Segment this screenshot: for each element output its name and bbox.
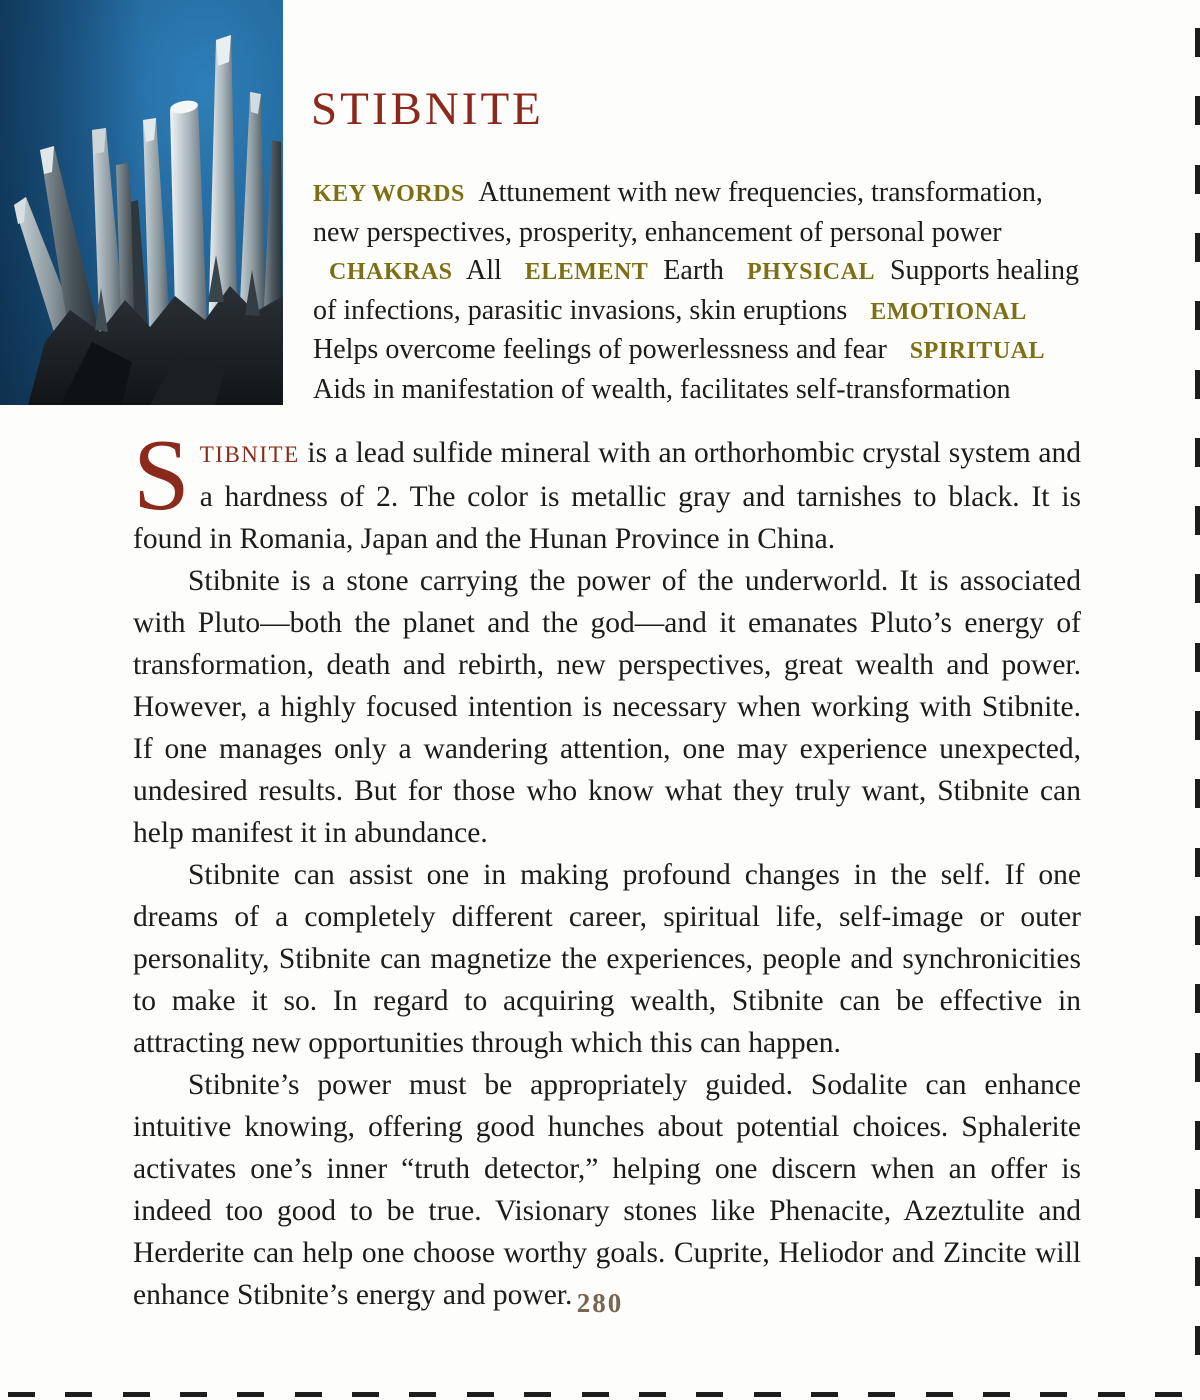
right-tick (1195, 165, 1200, 194)
bottom-tick (811, 1392, 838, 1397)
keyword-text: All (465, 255, 502, 286)
right-tick (1195, 643, 1200, 672)
right-tick (1195, 301, 1200, 330)
bottom-tick (696, 1392, 723, 1397)
right-tick (1195, 1189, 1200, 1218)
keyword-text: Aids in manifestation of wealth, facilitates self-transformation (313, 373, 1011, 405)
keywords-paragraph (313, 174, 1079, 409)
right-tick (1195, 916, 1200, 945)
bottom-tick (295, 1392, 322, 1397)
keyword-label: CHAKRAS (329, 259, 453, 285)
keyword-text: Earth (663, 255, 724, 286)
right-tick (1195, 233, 1200, 262)
right-tick (1195, 984, 1200, 1013)
bottom-tick (639, 1392, 666, 1397)
keyword-text: Attunement with new frequencies, transformation, new perspectives, prosperity, enhancement of personal power (313, 177, 1043, 248)
bottom-tick (1098, 1392, 1125, 1397)
bottom-tick (65, 1392, 92, 1397)
right-tick (1195, 711, 1200, 740)
bottom-tick (180, 1392, 207, 1397)
right-tick (1195, 370, 1200, 399)
right-tick (1195, 1121, 1200, 1150)
page-number: 280 (576, 1288, 624, 1318)
bottom-tick (582, 1392, 609, 1397)
right-tick (1195, 506, 1200, 535)
right-tick (1195, 1326, 1200, 1355)
dropcap: S (133, 419, 190, 532)
right-tick (1195, 28, 1200, 57)
keyword-label: EMOTIONAL (870, 298, 1027, 325)
bottom-tick (1155, 1392, 1182, 1397)
keyword-label: SPIRITUAL (909, 338, 1045, 364)
bottom-tick (926, 1392, 953, 1397)
bottom-tick (1040, 1392, 1067, 1397)
bottom-tick (8, 1392, 35, 1397)
right-tick (1195, 779, 1200, 808)
paragraph: STIBNITE is a lead sulfide mineral with an orthorhombic crystal system and a hardness of 2. The color is metallic gray and tarnishes to black. It is found in Romania, Japan and the Hunan Province in China. (133, 419, 1081, 555)
bottom-tick (237, 1392, 264, 1397)
paragraph: Stibnite can assist one in making profound changes in the self. If one dreams of a completely different career, spiritual life, self-image or outer personality, Stibnite can magnetize the experiences, people and synchronicities to make it so. In regard to acquiring wealth, Stibnite can be effective in attracting new opportunities through which this can happen. (133, 859, 1081, 1059)
keyword-label: KEY WORDS (313, 181, 465, 207)
right-tick (1195, 1053, 1200, 1082)
keyword-label: ELEMENT (524, 259, 649, 285)
bottom-tick (467, 1392, 494, 1397)
page-title: STIBNITE (311, 83, 544, 135)
paragraph: Stibnite’s power must be appropriately guided. Sodalite can enhance intuitive knowing, offering good hunches about potential choices. Sphalerite activates one’s inner “truth detector,” helping one discern when an offer is indeed too good to be true. Visionary stones like Phenacite, Azeztulite and Herderite can help one choose worthy goals. Cuprite, Heliodor and Zincite will enhance Stibnite’s energy and power. (133, 1069, 1081, 1311)
stibnite-photo (0, 0, 283, 405)
bottom-tick (409, 1392, 436, 1397)
body-text (133, 419, 1081, 1316)
keyword-text: Helps overcome feelings of powerlessness and fear (313, 334, 887, 365)
keyword-text: Supports healing of infections, parasitic invasions, skin eruptions (313, 255, 1079, 326)
bottom-tick (983, 1392, 1010, 1397)
bottom-tick (754, 1392, 781, 1397)
keyword-label: PHYSICAL (746, 259, 875, 285)
right-tick (1195, 438, 1200, 467)
paragraph: Stibnite is a stone carrying the power of the underworld. It is associated with Pluto—both the planet and the god—and it emanates Pluto’s energy of transformation, death and rebirth, new perspectives, great wealth and power. However, a highly focused intention is necessary when working with Stibnite. If one manages only a wandering attention, one may experience unexpected, undesired results. But for those who know what they truly want, Stibnite can help manifest it in abundance. (133, 565, 1081, 849)
bottom-tick (352, 1392, 379, 1397)
right-tick (1195, 848, 1200, 877)
bottom-tick (123, 1392, 150, 1397)
right-tick (1195, 1257, 1200, 1286)
right-tick (1195, 574, 1200, 603)
smallcaps-lead: TIBNITE (199, 442, 300, 467)
right-tick (1195, 96, 1200, 125)
bottom-tick (868, 1392, 895, 1397)
bottom-tick (524, 1392, 551, 1397)
